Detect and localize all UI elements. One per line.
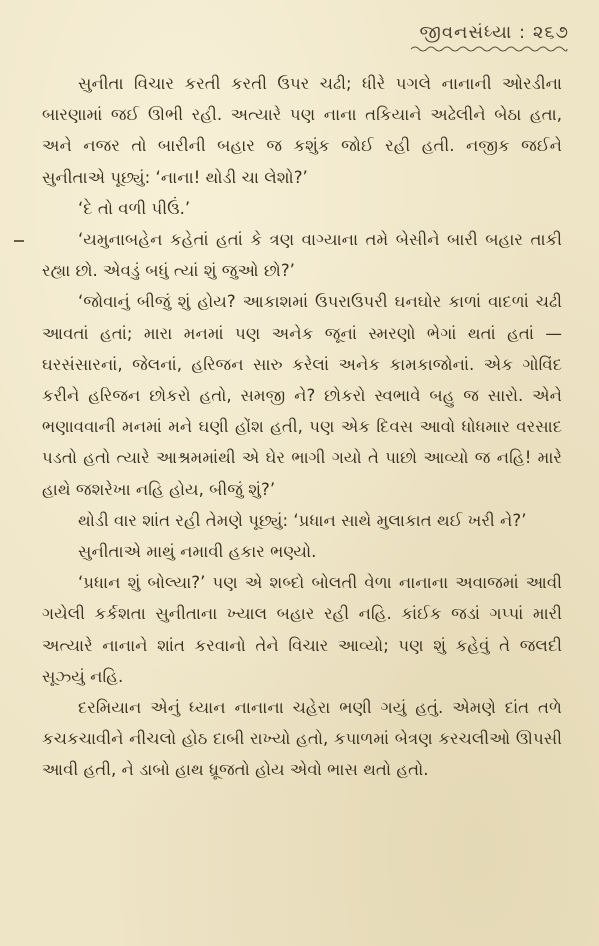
paragraph-3: ‘યમુનાબહેન કહેતાં હતાં કે ત્રણ વાગ્યાના તમે બેસીને બારી બહાર તાકી રહ્યા છો. એવડું બધું ત્યાં શું જુઓ છો?’ — [42, 230, 562, 281]
paragraph-8: દરમિયાન એનું ધ્યાન નાનાના ચહેરા ભણી ગયું હતું. એમણે દાંત તળે કચકચાવીને નીચલો હોઠ દાબી રાખ્યો હતો, કપાળમાં બેત્રણ કરચલીઓ ઊપસી આવી હતી, ને ડાબો હાથ ધ્રૂજતો હોય એવો ભાસ થતો હતો. — [42, 698, 562, 780]
page-body — [42, 68, 562, 786]
paragraph-6: સુનીતાએ માથું નમાવી હકાર ભણ્યો. — [78, 542, 317, 562]
paragraph-1: સુનીતા વિચાર કરતી કરતી ઉપર ચઢી; ધીરે પગલે નાનાની ઓરડીના બારણામાં જઈ ઊભી રહી. અત્યારે પણ નાના તકિયાને અઢેલીને બેઠા હતા, અને નજર તો બારીની બહાર જ કશુંક જોઈ રહી હતી. નજીક જઈને સુનીતાએ પૂછ્યું: ‘નાના! થોડી ચા લેશો?’ — [42, 74, 562, 187]
paragraph-2: ‘દે તો વળી પીઉં.’ — [78, 198, 191, 218]
paragraph-5: થોડી વાર શાંત રહી તેમણે પૂછ્યું: ‘પ્રધાન સાથે મુલાકાત થઈ ખરી ને?’ — [78, 510, 527, 530]
margin-dash-mark — [14, 240, 24, 242]
paragraph-7: ‘પ્રધાન શું બોલ્યા?’ પણ એ શબ્દો બોલતી વેળા નાનાના અવાજમાં આવી ગયેલી કર્કશતા સુનીતાના ખ્યાલ બહાર રહી નહિ. કાંઈક જડાં ગપ્પાં મારી અત્યારે નાનાને શાંત કરવાનો તેને વિચાર આવ્યો; પણ શું કહેવું તે જલદી સૂઝ્યું નહિ. — [42, 573, 562, 686]
header-flourish-ornament — [409, 45, 569, 53]
page-header — [409, 22, 569, 53]
running-head: જીવનસંધ્યા : ૨૬૭ — [419, 22, 569, 43]
paragraph-4: ‘જોવાનું બીજું શું હોય? આકાશમાં ઉપરાઉપરી ઘનઘોર કાળાં વાદળાં ચઢી આવતાં હતાં; મારા મનમાં પણ અનેક જૂનાં સ્મરણો ભેગાં થતાં હતાં — ઘરસંસારનાં, જેલનાં, હરિજન સારુ કરેલાં અનેક કામકાજોનાં. એક ગોવિંદ કરીને હરિજન છોકરો હતો, સમજી ને? છોકરો સ્વભાવે બહુ જ સારો. એને ભણાવવાની મનમાં મને ઘણી હોંશ હતી, પણ એક દિવસ આવો ધોધમાર વરસાદ પડતો હતો ત્યારે આશ્રમમાંથી એ ઘેર ભાગી ગયો તે પાછો આવ્યો જ નહિ! મારે હાથે જશરેખા નહિ હોય, બીજું શું?’ — [42, 292, 562, 499]
